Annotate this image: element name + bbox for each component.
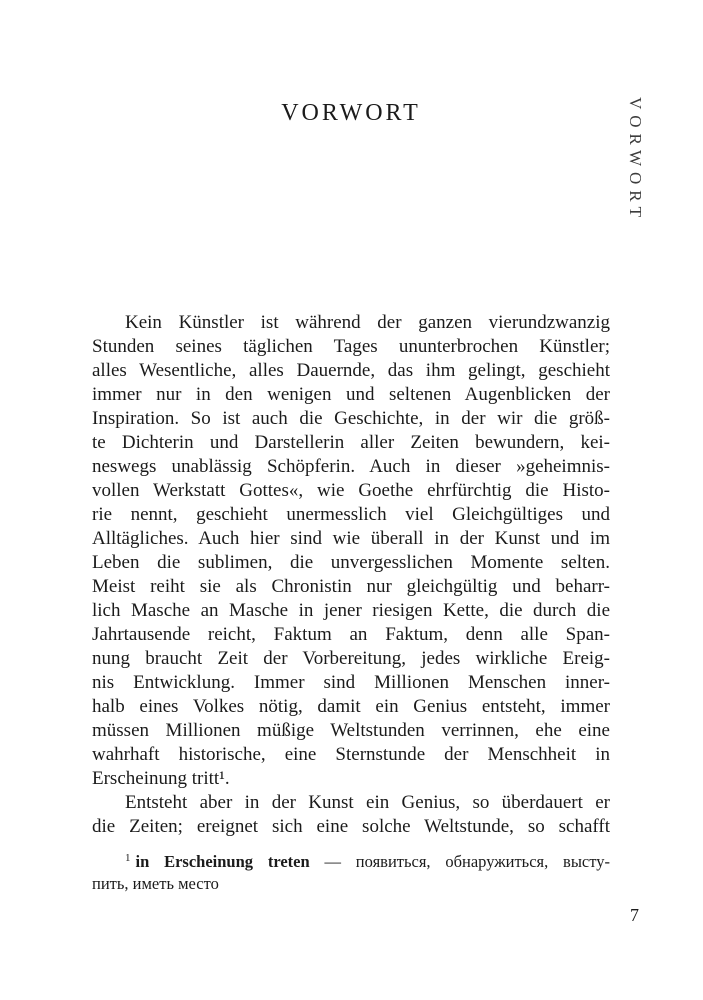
text-line: Entsteht aber in der Kunst ein Genius, so überdauert er xyxy=(125,792,610,813)
text-line: Meist reiht sie als Chronistin nur gleichgültig und beharr- xyxy=(92,576,610,597)
body-text xyxy=(92,311,610,839)
text-line: rie nennt, geschieht unermesslich viel Gleichgültiges und xyxy=(92,504,610,525)
text-line: nung braucht Zeit der Vorbereitung, jedes wirkliche Ereig- xyxy=(92,648,610,669)
text-line: te Dichterin und Darstellerin aller Zeiten bewundern, kei- xyxy=(92,432,610,453)
page-number: 7 xyxy=(630,905,639,925)
paragraph-2 xyxy=(92,791,610,839)
text-line: lich Masche an Masche in jener riesigen Kette, die durch die xyxy=(92,600,610,621)
footnote-marker: 1 xyxy=(125,851,131,864)
text-line: wahrhaft historische, eine Sternstunde der Menschheit in xyxy=(92,744,610,765)
text-line: alles Wesentliche, alles Dauernde, das ihm gelingt, geschieht xyxy=(92,360,610,381)
text-line: Alltägliches. Auch hier sind wie überall in der Kunst und im xyxy=(92,528,610,549)
footnote xyxy=(92,851,610,895)
text-line: Inspiration. So ist auch die Geschichte, in der wir die größ- xyxy=(92,408,610,429)
text-line: vollen Werkstatt Gottes«, wie Goethe ehrfürchtig die Histo- xyxy=(92,480,610,501)
text-line: Erscheinung tritt¹. xyxy=(92,768,230,789)
page-title: VORWORT xyxy=(281,100,421,126)
paragraph-1 xyxy=(92,311,610,791)
text-line: immer nur in den wenigen und seltenen Augenblicken der xyxy=(92,384,610,405)
footnote-definition: — появиться, обнаружиться, высту- xyxy=(309,852,610,871)
text-line: Leben die sublimen, die unvergesslichen Momente selten. xyxy=(92,552,610,573)
text-line: halb eines Volkes nötig, damit ein Genius entsteht, immer xyxy=(92,696,610,717)
footnote-line-2: пить, иметь место xyxy=(92,874,219,893)
footnote-term: in Erscheinung treten xyxy=(135,852,310,871)
text-line: müssen Millionen müßige Weltstunden verrinnen, ehe eine xyxy=(92,720,610,741)
text-line: Kein Künstler ist während der ganzen vierundzwanzig xyxy=(125,312,610,333)
text-line: Jahrtausende reicht, Faktum an Faktum, denn alle Span- xyxy=(92,624,610,645)
text-line: neswegs unablässig Schöpferin. Auch in dieser »geheimnis- xyxy=(92,456,610,477)
footnote-line-1 xyxy=(92,851,610,873)
text-line: Stunden seines täglichen Tages ununterbrochen Künstler; xyxy=(92,336,610,357)
text-line: die Zeiten; ereignet sich eine solche Weltstunde, so schafft xyxy=(92,816,610,837)
text-line: nis Entwicklung. Immer sind Millionen Menschen inner- xyxy=(92,672,610,693)
side-label: VORWORT xyxy=(626,97,645,223)
